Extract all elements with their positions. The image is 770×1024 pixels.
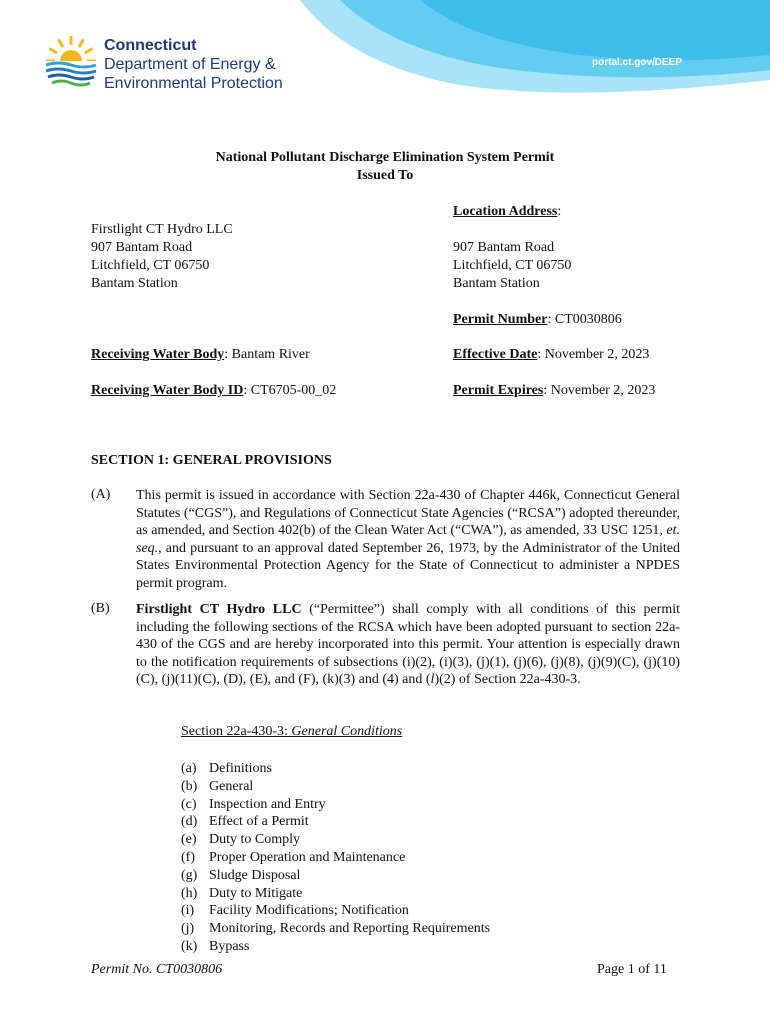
location-address-heading: Location Address: xyxy=(453,204,562,219)
list-item-letter: (i) xyxy=(181,903,195,919)
portal-url[interactable]: portal.ct.gov/DEEP xyxy=(592,57,683,68)
list-item-text: Effect of a Permit xyxy=(209,814,309,830)
list-item-text: Sludge Disposal xyxy=(209,867,301,883)
list-item-text: Inspection and Entry xyxy=(209,796,326,812)
footer-page-number: Page 1 of 11 xyxy=(597,962,667,977)
para-b-text: Firstlight CT Hydro LLC (“Permittee”) shall comply with all conditions of this permit including the following sections of the RCSA which have been adopted pursuant to section 22a-430 of the CGS and are hereby incorporated into this permit. Your attention is especially drawn to the notification requirements of subsections (i)(2), (i)(3), (j)(1), (j)(6), (j)(8), (j)(9)(C), (j)(10)(C), (j)(11)(C), (D), (E), and (F), (k)(3) and (4) and (l)(2) of Section 22a-430-3. xyxy=(136,602,680,688)
list-item xyxy=(181,760,490,778)
list-item xyxy=(181,920,490,938)
list-item xyxy=(181,796,490,814)
list-item xyxy=(181,813,490,831)
location-facility: Bantam Station xyxy=(453,276,540,291)
permit-expires: Permit Expires: November 2, 2023 xyxy=(453,383,656,398)
list-item-letter: (c) xyxy=(181,796,197,812)
document-title: National Pollutant Discharge Elimination System Permit xyxy=(215,150,555,165)
general-conditions-list xyxy=(181,760,490,956)
logo-line-3: Environmental Protection xyxy=(104,75,283,92)
document-subtitle: Issued To xyxy=(356,168,414,183)
list-item-text: General xyxy=(209,778,254,794)
list-item-text: Definitions xyxy=(209,761,272,776)
list-item xyxy=(181,885,490,903)
list-item-text: Duty to Comply xyxy=(209,832,301,848)
list-item-letter: (h) xyxy=(181,885,198,901)
list-item xyxy=(181,831,490,849)
list-item xyxy=(181,867,490,885)
list-item-letter: (a) xyxy=(181,761,197,776)
receiving-water-body: Receiving Water Body: Bantam River xyxy=(91,347,310,362)
list-item-text: Duty to Mitigate xyxy=(209,885,303,901)
list-item-text: Facility Modifications; Notification xyxy=(209,903,409,919)
list-item-letter: (d) xyxy=(181,814,198,830)
permittee-street: 907 Bantam Road xyxy=(91,240,193,255)
location-street: 907 Bantam Road xyxy=(453,240,555,255)
footer-permit-number: Permit No. CT0030806 xyxy=(91,962,223,977)
effective-date: Effective Date: November 2, 2023 xyxy=(453,347,650,362)
section-1-heading: SECTION 1: GENERAL PROVISIONS xyxy=(91,453,332,468)
logo-line-1: Connecticut xyxy=(104,37,197,54)
permittee-name: Firstlight CT Hydro LLC xyxy=(91,222,233,237)
general-conditions-heading: Section 22a-430-3: General Conditions xyxy=(181,724,403,739)
list-item-letter: (k) xyxy=(181,938,198,954)
list-item xyxy=(181,778,490,796)
list-item-text: Bypass xyxy=(209,938,250,954)
location-city: Litchfield, CT 06750 xyxy=(453,258,572,273)
list-item-letter: (g) xyxy=(181,867,198,883)
list-item-text: Proper Operation and Maintenance xyxy=(209,849,406,865)
permittee-facility: Bantam Station xyxy=(91,276,178,291)
permit-number: Permit Number: CT0030806 xyxy=(453,312,622,327)
list-item-letter: (b) xyxy=(181,778,198,794)
agency-logo-text xyxy=(104,36,283,93)
list-item-letter: (j) xyxy=(181,921,195,937)
list-item-letter: (e) xyxy=(181,832,197,848)
permittee-city: Litchfield, CT 06750 xyxy=(91,258,210,273)
deep-logo-icon xyxy=(44,34,98,88)
list-item xyxy=(181,849,490,867)
list-item-letter: (f) xyxy=(181,849,195,865)
list-item xyxy=(181,902,490,920)
para-b-label: (B) xyxy=(91,601,110,616)
para-a-label: (A) xyxy=(91,487,111,502)
list-item-text: Monitoring, Records and Reporting Requirements xyxy=(209,921,491,937)
list-item xyxy=(181,938,490,956)
receiving-water-body-id: Receiving Water Body ID: CT6705-00_02 xyxy=(91,383,337,398)
para-a-text: This permit is issued in accordance with Section 22a-430 of Chapter 446k, Connecticut General Statutes (“CGS”), and Regulations of Connecticut State Agencies (“RCSA”) adopted thereunder, as amended, and Section 402(b) of the Clean Water Act (“CWA”), as amended, 33 USC 1251, et. seq., and pursuant to an approval dated September 26, 1973, by the Administrator of the United States Environmental Protection Agency for the State of Connecticut to administer a NPDES permit program. xyxy=(136,488,680,591)
logo-line-2: Department of Energy & xyxy=(104,56,276,73)
